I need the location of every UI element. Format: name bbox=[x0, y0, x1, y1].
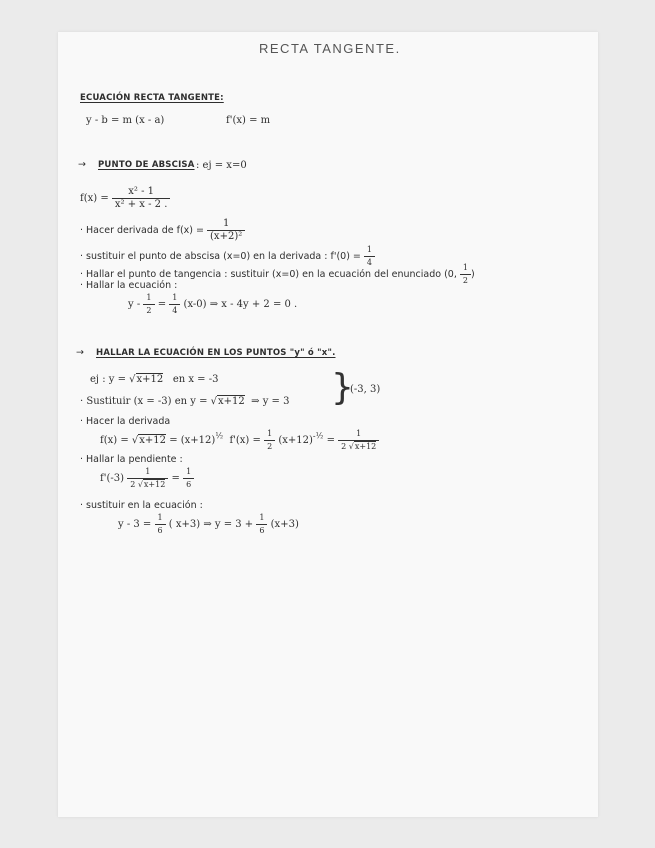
example-root: x+12 bbox=[136, 374, 164, 385]
step-find-equation: · Hallar la ecuación : bbox=[80, 280, 178, 291]
deriv-e-denominator: 2 √x+12 bbox=[341, 442, 377, 451]
slope-result-denominator: 6 bbox=[186, 480, 192, 489]
function-fraction bbox=[112, 186, 170, 211]
slope-denominator: 4 bbox=[366, 258, 373, 267]
deriv-part-b: = (x+12) bbox=[169, 435, 216, 446]
eq-b-denominator: 4 bbox=[172, 306, 178, 315]
deriv-e-den-root: x+12 bbox=[354, 442, 377, 451]
slope-den-pre: 2 bbox=[130, 480, 136, 489]
section-heading-tangent-equation: ECUACIÓN RECTA TANGENTE: bbox=[80, 93, 224, 103]
slope-computation bbox=[100, 466, 194, 491]
arrow-bullet-icon: → bbox=[76, 347, 84, 358]
slope-equals: = bbox=[171, 473, 180, 484]
deriv-part-a: f(x) = bbox=[100, 435, 129, 446]
deriv-fraction-c bbox=[264, 428, 275, 453]
derivative-denominator: (x+2)² bbox=[210, 231, 243, 242]
deriv-root: x+12 bbox=[139, 435, 167, 446]
derivative-computation: $f(x) = √x+12 = (x+12)^{\frac{1}{2}}$ f'(x) = $\frac{1}{2}$ $(x+12)^{-\frac{1}{2}}$ = $\frac{1}{2 √x+12}$ bbox=[100, 428, 379, 453]
deriv-part-c: f'(x) = bbox=[229, 435, 261, 446]
slope-den-root: x+12 bbox=[143, 480, 166, 489]
final-fraction-b bbox=[256, 512, 267, 537]
tangent-equation-result bbox=[128, 292, 297, 317]
tangency-fraction bbox=[460, 262, 471, 287]
slope-numerator: 1 bbox=[364, 244, 375, 257]
function-label: f(x) = bbox=[80, 193, 109, 204]
derivative-fraction bbox=[207, 218, 245, 243]
tangency-close: ) bbox=[470, 269, 475, 280]
slope-part-a: f'(-3) bbox=[100, 473, 124, 484]
function-denominator: x² + x - 2 . bbox=[114, 199, 168, 210]
eq-fraction-b bbox=[169, 292, 180, 317]
abscissa-example: : ej = x=0 bbox=[196, 160, 247, 171]
deriv-e-den-pre: 2 bbox=[341, 442, 347, 451]
eq-part-a: y - bbox=[128, 299, 141, 310]
deriv-part-d: (x+12) bbox=[278, 435, 313, 446]
slope-result-numerator: 1 bbox=[183, 466, 194, 479]
right-brace: } bbox=[331, 367, 354, 408]
deriv-part-e: = bbox=[326, 435, 335, 446]
final-b-denominator: 6 bbox=[259, 526, 265, 535]
deriv-exponent-d: -½ bbox=[312, 431, 324, 441]
deriv-fraction-e bbox=[338, 428, 379, 453]
final-part-c: (x+3) bbox=[270, 519, 299, 530]
tangency-numerator: 1 bbox=[460, 262, 471, 275]
deriv-c-numerator: 1 bbox=[264, 428, 275, 441]
step-substitute-equation: · sustituir en la ecuación : bbox=[80, 500, 203, 511]
substitute-root: x+12 bbox=[218, 396, 245, 407]
final-b-numerator: 1 bbox=[256, 512, 267, 525]
step-derivative-text: · Hacer derivada de f(x) = bbox=[80, 225, 204, 236]
section-heading-points: HALLAR LA ECUACIÓN EN LOS PUNTOS "y" ó "x". bbox=[96, 348, 336, 358]
slope-result-fraction bbox=[183, 466, 194, 491]
step-tangency-text: · Hallar el punto de tangencia : sustituir (x=0) en la ecuación del enunciado (0, bbox=[80, 269, 460, 280]
step-substitute-x: · Sustituir (x = -3) en y = √x+12 ⇒ y = 3 bbox=[80, 396, 290, 407]
eq-fraction-a bbox=[143, 292, 154, 317]
substitute-suffix: ⇒ y = 3 bbox=[251, 396, 290, 407]
deriv-e-numerator: 1 bbox=[338, 428, 379, 441]
arrow-bullet-icon: → bbox=[78, 159, 86, 170]
eq-a-denominator: 2 bbox=[146, 306, 152, 315]
points-example: ej : y = √x+12 en x = -3 bbox=[90, 374, 219, 385]
solution-point: (-3, 3) bbox=[350, 384, 381, 395]
function-definition bbox=[80, 186, 170, 211]
slope-fraction-main bbox=[127, 466, 168, 491]
final-a-numerator: 1 bbox=[155, 512, 166, 525]
step-make-derivative: · Hacer la derivada bbox=[80, 416, 171, 427]
function-numerator: x² - 1 bbox=[112, 186, 170, 199]
page-title: RECTA TANGENTE. bbox=[259, 41, 401, 56]
final-fraction-a bbox=[155, 512, 166, 537]
slope-main-denominator: 2 √x+12 bbox=[130, 480, 166, 489]
section-heading-abscissa: PUNTO DE ABSCISA bbox=[98, 160, 195, 170]
final-a-denominator: 6 bbox=[157, 526, 163, 535]
deriv-exponent-b: ½ bbox=[215, 431, 224, 441]
tangent-line-formula: y - b = m (x - a) bbox=[86, 115, 165, 126]
step-substitute-text: · sustituir el punto de abscisa (x=0) en la derivada : f'(0) = bbox=[80, 251, 361, 262]
final-part-b: ( x+3) ⇒ y = 3 + bbox=[168, 519, 254, 530]
slope-derivative-formula: f'(x) = m bbox=[226, 115, 271, 126]
eq-a-numerator: 1 bbox=[143, 292, 154, 305]
substitute-prefix: · Sustituir (x = -3) en y = bbox=[80, 396, 208, 407]
deriv-c-denominator: 2 bbox=[267, 442, 273, 451]
final-part-a: y - 3 = bbox=[118, 519, 152, 530]
eq-part-b: = bbox=[157, 299, 167, 310]
derivative-numerator: 1 bbox=[207, 218, 245, 231]
step-derivative bbox=[80, 218, 245, 243]
eq-b-numerator: 1 bbox=[169, 292, 180, 305]
eq-part-c: (x-0) ⇒ x - 4y + 2 = 0 . bbox=[183, 299, 298, 310]
step-find-slope: · Hallar la pendiente : bbox=[80, 454, 183, 465]
example-suffix: en x = -3 bbox=[172, 374, 219, 385]
tangency-denominator: 2 bbox=[462, 276, 468, 285]
slope-main-numerator: 1 bbox=[127, 466, 168, 479]
example-prefix: ej : y = bbox=[90, 374, 126, 385]
final-equation bbox=[118, 512, 299, 537]
